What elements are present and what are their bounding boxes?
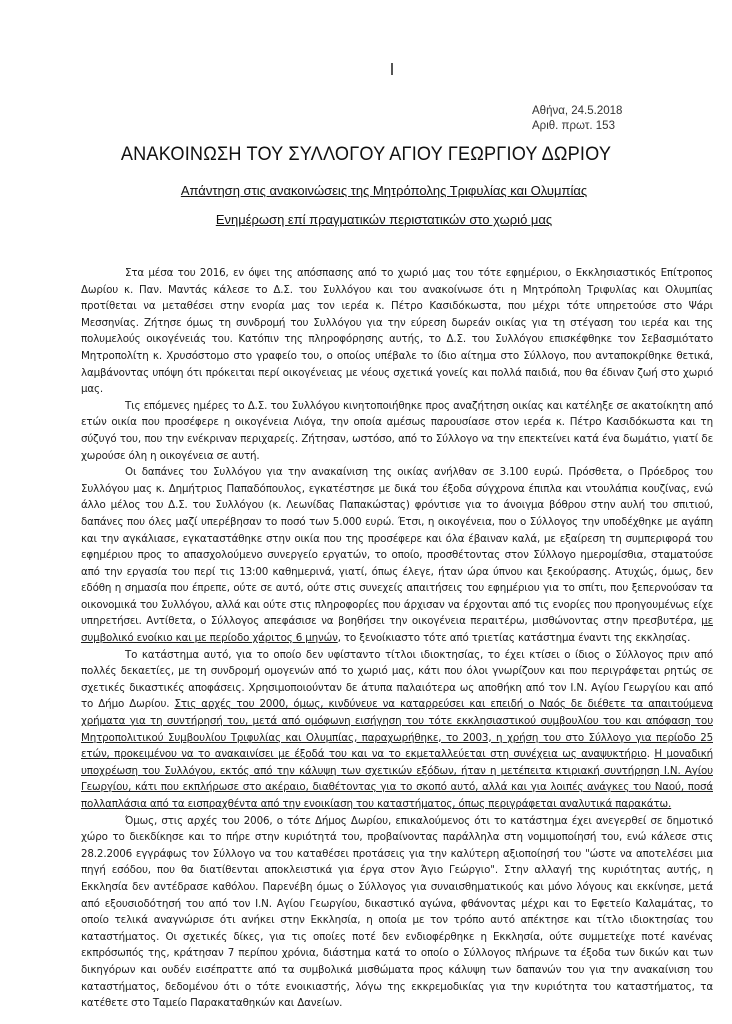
document-meta [532, 104, 622, 134]
underlined-obligation: Η μοναδική υποχρέωση του Συλλόγου, εκτός από την κάλυψη των σχετικών εξόδων, ήταν η μετέπειτα κτιριακή συντήρηση Ι.Ν. Αγίου Γεωργίου, κάτι που εκπλήρωσε στο ακέραιο, διαθέτοντας για το σκοπό αυτό, αλλά και για λοιπές ανάγκες του Ναού, ποσά πολλαπλάσια από τα εισπραχθέντα από την ενοικίαση του καταστήματος, όπως περιγράφεται αναλυτικά παρακάτω. [81, 748, 713, 810]
document-body [81, 265, 713, 1012]
paragraph-3-tail: , το ξενοίκιαστο τότε από τριετίας κατάστημα έναντι της εκκλησίας. [337, 632, 691, 645]
document-title: ΑΝΑΚΟΙΝΩΣΗ ΤΟΥ ΣΥΛΛΟΓΟΥ ΑΓΙΟΥ ΓΕΩΡΓΙΟΥ ΔΩΡΙΟΥ [120, 143, 612, 165]
document-date: Αθήνα, 24.5.2018 [532, 105, 623, 117]
page-mark [391, 63, 393, 75]
subtitle-response: Απάντηση στις ανακοινώσεις της Μητρόπολης Τριφυλίας και Ολυμπίας [180, 183, 588, 198]
underlined-concession: Στις αρχές του 2000, όμως, κινδύνευε να καταρρεύσει και επειδή ο Ναός δε διέθετε τα απαιτούμενα χρήματα για τη συντήρησή του, μετά από ομόφωνη εισήγηση του τότε εκκλησιαστικού συμβουλίου του και απόφαση του Μητροπολιτικού Συμβουλίου Τριφυλίας και Ολυμπίας, παραχωρήθηκε, το 2003, η χρήση του στο Σύλλογο για περίοδο 25 ετών, προκειμένου να το ανακαινίσει με έξοδά του και να το εκμεταλλεύεται στη συνέχεια ως αναψυκτήριο [81, 698, 713, 761]
paragraph-3 [81, 464, 713, 647]
paragraph-3-text: Οι δαπάνες του Συλλόγου για την ανακαίνιση της οικίας ανήλθαν σε 3.100 ευρώ. Πρόσθετα, ο Πρόεδρος του Συλλόγου μας κ. Δημήτριος Παπαδόπουλος, εγκατέστησε με δικά του έξοδα σύγχρονα έπιπλα και ντουλάπια κουζίνας, ενώ άλλο μέλος του Δ.Σ. του Συλλόγου (κ. Λεωνίδας Παπακώστας) φρόντισε για το άνοιγμα βόθρου στην αυλή του σπιτιού, δαπάνες που όλες μαζί υπερέβησαν το ποσό των 5.000 ευρώ. Έτσι, η οικογένεια, που ο Σύλλογος την υποδέχθηκε με αγάπη και την αγκάλιασε, εγκαταστάθηκε στην οικία που της προσέφερε και όλα έβαιναν καλά, με εξαίρεση τη συμπεριφορά του εφημέριου προς το απασχολούμενο συνεργείο εργατών, το οποίο, προσθέτοντας στον Σύλλογο ημερομίσθια, σταματούσε από την εργασία του περί τις 13:00 καθημερινά, γιατί, όπως έλεγε, ήταν ώρα ύπνου και ξεκούρασης. Ατυχώς, όμως, δεν εδόθη η σημασία που έπρεπε, ούτε σε αυτό, ούτε στις συνεχείς απαιτήσεις του εφημέριου για το σπίτι, που ξεπερνούσαν τα οικονομικά του Συλλόγου, αλλά και ούτε στις πληροφορίες που άρχισαν να έρχονται από τις ενορίες που προηγουμένως είχε υπηρετήσει. Αντίθετα, ο Σύλλογος απεφάσισε να βοηθήσει την οικογένεια περαιτέρω, μισθώνοντας στην πρεσβυτέρα, [81, 466, 713, 628]
paragraph-2: Τις επόμενες ημέρες το Δ.Σ. του Συλλόγου κινητοποιήθηκε προς αναζήτηση οικίας και κατέληξε σε ακατοίκητη από ετών οικία που προσέφερε η οικογένεια Λιόγα, την οποία αμέσως παρουσίασε στον ιερέα κ. Πέτρο Κασιδόκωστα και τη σύζυγό του, που την ενέκριναν περιχαρείς. Ζήτησαν, ωστόσο, από το Σύλλογο να την επεκτείνει κατά ένα δωμάτιο, γιατί δε χωρούσε όλη η οικογένεια σε αυτή. [81, 399, 713, 462]
paragraph-1: Στα μέσα του 2016, εν όψει της απόσπασης από το χωριό μας του τότε εφημέριου, ο Εκκλησιαστικός Επίτροπος Δωρίου κ. Παν. Μαντάς κάλεσε το Δ.Σ. του Συλλόγου και του ανακοίνωσε ότι η Μητρόπολη Τριφυλίας και Ολυμπίας προτίθεται να μεταθέσει στην ενορία μας τον ιερέα κ. Πέτρο Κασιδόκωστα, που μέχρι τότε υπηρετούσε στο Ψάρι Μεσσηνίας. Ζήτησε όμως τη συνδρομή του Συλλόγου για την εύρεση δωρεάν οικίας για τη στέγαση του ιερέα και της πολυμελούς οικογένειάς του. Κατόπιν της πληροφόρησης αυτής, το Δ.Σ. του Συλλόγου επισκέφθηκε τον Σεβασμιότατο Μητροπολίτη κ. Χρυσόστομο στο γραφείο του, ο οποίος υπέβαλε το ίδιο αίτημα στο Σύλλογο, που ανταποκρίθηκε θετικά, λαμβάνοντας υπόψη ότι πρόκειται περί οικογένειας με νέους σχετικά γονείς και πολλά παιδιά, που θα έδιναν ζωή στο χωριό μας. [81, 267, 713, 396]
paragraph-4-text: Το κατάστημα αυτό, για το οποίο δεν υφίσταντο τίτλοι ιδιοκτησίας, το έχει κτίσει ο ίδιος ο Σύλλογος πριν από πολλές δεκαετίες, με τη συνδρομή ομογενών από το χωριό μας, κάτι που όλοι γνωρίζουν και που περιγράφεται ρητώς σε σχετικές δικαστικές αποφάσεις. Χρησιμοποιούνταν δε άτυπα παλαιότερα ως αποθήκη από τον Ι.Ν. Αγίου Γεωργίου και από το Δήμο Δωρίου. [81, 648, 713, 711]
underlined-rent-terms: με συμβολικό ενοίκιο και με περίοδο χάριτος 6 μηνών [81, 615, 713, 645]
paragraph-4-sep: . [646, 748, 655, 761]
protocol-number: Αριθ. πρωτ. 153 [532, 120, 615, 132]
paragraph-5: Όμως, στις αρχές του 2006, ο τότε Δήμος Δωρίου, επικαλούμενος ότι το κατάστημα έχει ανεγερθεί σε δημοτικό χώρο το διεκδίκησε και το πήρε στην κυριότητά του, προβαίνοντας παράλληλα στη νομιμοποίησή του, ενώ κάλεσε στις 28.2.2006 εγγράφως τον Σύλλογο να του καταθέσει προτάσεις για την καλύτερη αξιοποίησή του "ώστε να αποτελέσει μια πηγή εσόδου, που θα διατίθενται αποκλειστικά για έργα στον Άγιο Γεώργιο". Στην αλλαγή της κυριότητας αυτής, η Εκκλησία δεν αντέδρασε καθόλου. Παρενέβη όμως ο Σύλλογος για συναισθηματικούς και μόνο λόγους και εκκίνησε, μετά από εξουσιοδότησή του από τον Ι.Ν. Αγίου Γεωργίου, δικαστικό αγώνα, φθάνοντας μέχρι και το Εφετείο Καλαμάτας, το οποίο τελικά αναγνώρισε ότι ανήκει στην Εκκλησία, η οποία με τον τρόπο αυτό απέκτησε και τίτλο ιδιοκτησίας του καταστήματος. Οι σχετικές δίκες, για τις οποίες ποτέ δεν ενδιοφέρθηκε η Εκκλησία, ούτε συμμετείχε ποτέ κανένας εκπρόσωπός της, κράτησαν 7 περίπου χρόνια, διάστημα κατά το οποίο ο Σύλλογος πλήρωνε τα έξοδα των δικών και των δικηγόρων και ουδέν εισέπραττε από τα συμβολικά μισθώματα προς κάλυψη των δαπανών του για την ανακαίνιση του καταστήματος, δεδομένου ότι ο τότε ενοικιαστής, λόγω της εκκρεμοδικίας για την κυριότητα του καταστήματος, τα κατέθετε στο Ταμείο Παρακαταθηκών και Δανείων. [81, 814, 713, 1010]
paragraph-4 [81, 647, 713, 813]
subtitle-update: Ενημέρωση επί πραγματικών περιστατικών στο χωριό μας [215, 212, 553, 227]
